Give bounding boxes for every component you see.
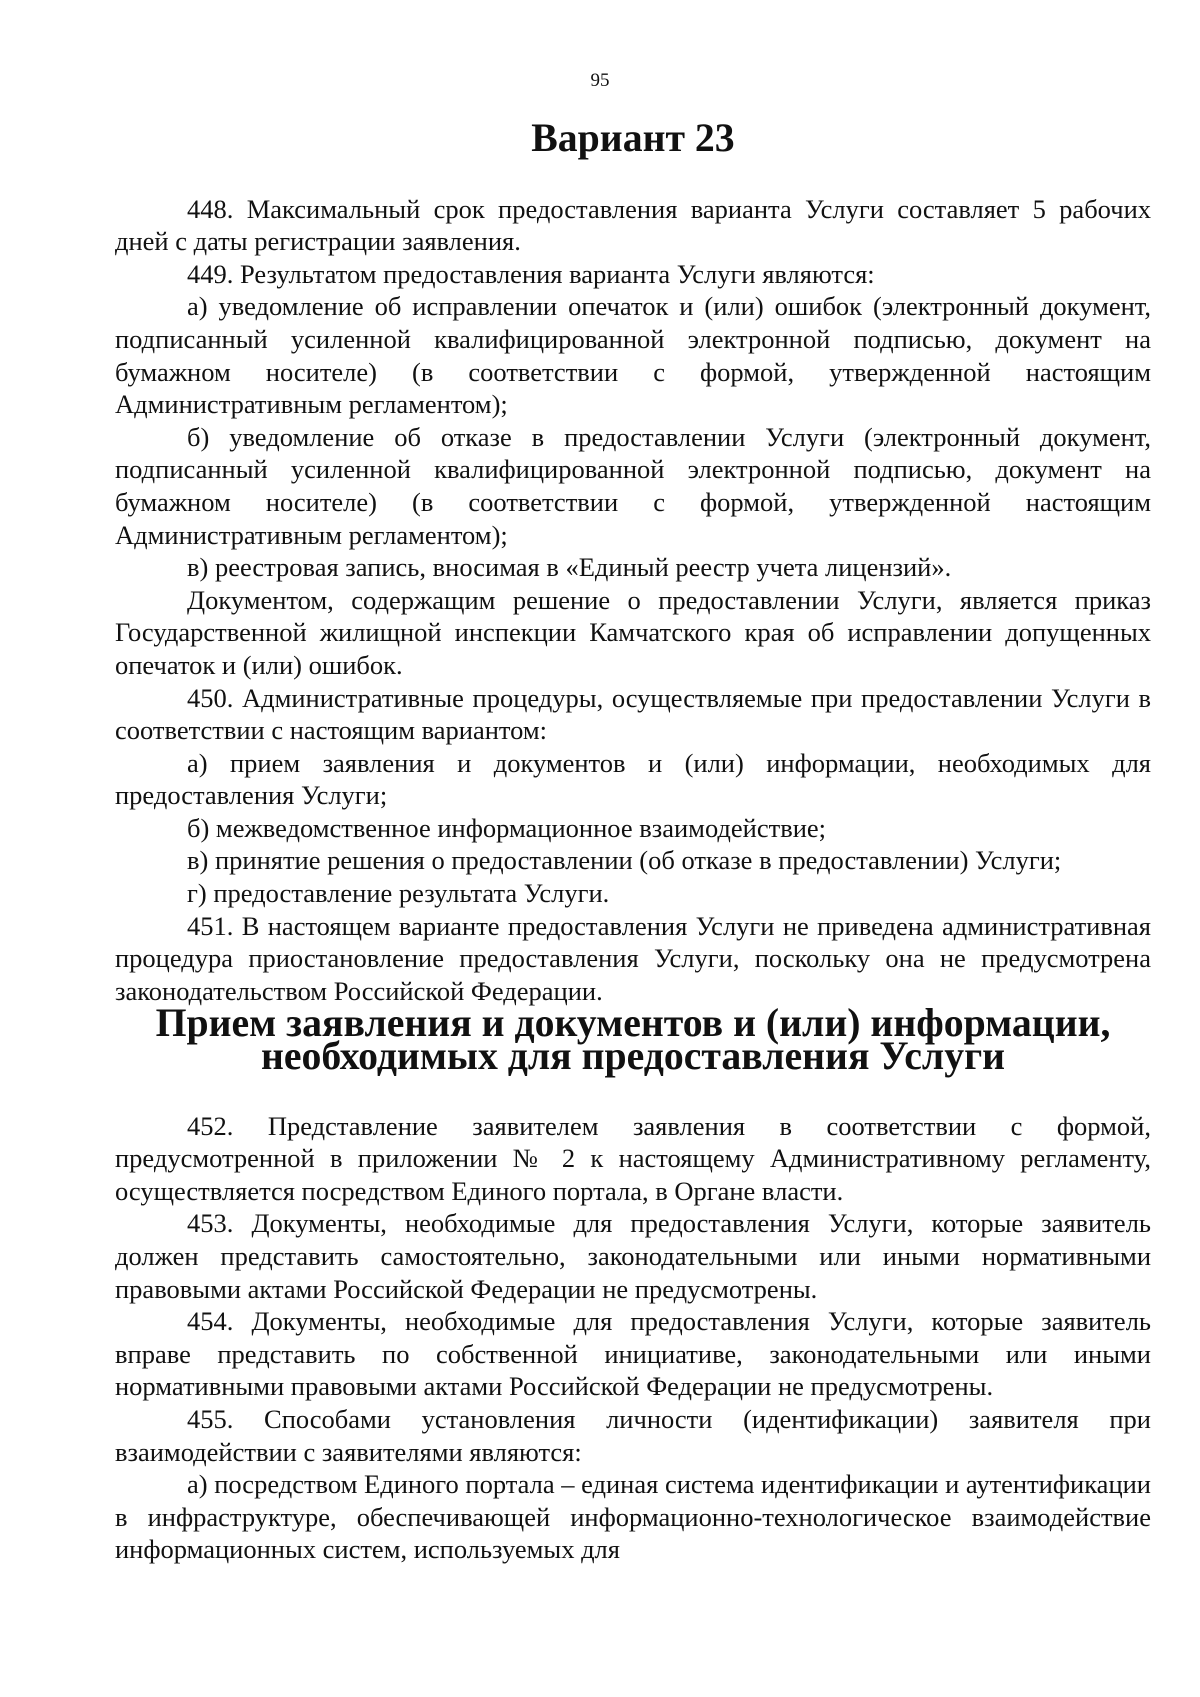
paragraph: 451. В настоящем варианте предоставления Услуги не приведена административная процедура приостановление предоставления Услуги, поскольку она не предусмотрена законодательством Российской Федерации. bbox=[115, 910, 1151, 1006]
section-heading: Прием заявления и документов и (или) информации, необходимых для предоставления Услуги bbox=[155, 1001, 1111, 1079]
page-number: 95 bbox=[590, 70, 610, 91]
paragraph: в) реестровая запись, вносимая в «Единый реестр учета лицензий». bbox=[187, 552, 952, 583]
paragraph: а) прием заявления и документов и (или) информации, необходимых для предоставления Услуги; bbox=[115, 747, 1151, 811]
paragraph: 454. Документы, необходимые для предоставления Услуги, которые заявитель вправе представить по собственной инициативе, законодательными или иными нормативными правовыми актами Российской Федерации не предусмотрены. bbox=[115, 1306, 1151, 1402]
paragraph: а) уведомление об исправлении опечаток и (или) ошибок (электронный документ, подписанный усиленной квалифицированной электронной подписью, документ на бумажном носителе) (в соответствии с формой, утвержденной настоящим Административным регламентом); bbox=[115, 291, 1151, 420]
paragraph: 455. Способами установления личности (идентификации) заявителя при взаимодействии с заявителями являются: bbox=[115, 1403, 1151, 1467]
paragraph: 450. Административные процедуры, осуществляемые при предоставлении Услуги в соответствии с настоящим вариантом: bbox=[115, 682, 1151, 746]
paragraph: 448. Максимальный срок предоставления варианта Услуги составляет 5 рабочих дней с даты регистрации заявления. bbox=[115, 193, 1151, 257]
paragraph-group-1 bbox=[115, 193, 1151, 1008]
paragraph: б) уведомление об отказе в предоставлении Услуги (электронный документ, подписанный усиленной квалифицированной электронной подписью, документ на бумажном носителе) (в соответствии с формой, утвержденной настоящим Административным регламентом); bbox=[115, 421, 1151, 550]
paragraph: 449. Результатом предоставления варианта Услуги являются: bbox=[187, 258, 875, 289]
paragraph-group-2 bbox=[115, 1110, 1151, 1566]
paragraph: 453. Документы, необходимые для предоставления Услуги, которые заявитель должен представить самостоятельно, законодательными или иными нормативными правовыми актами Российской Федерации не предусмотрены. bbox=[115, 1208, 1151, 1304]
paragraph: а) посредством Единого портала – единая система идентификации и аутентификации в инфраструктуре, обеспечивающей информационно-технологическое взаимодействие информационных систем, используемых для bbox=[115, 1469, 1151, 1565]
document-body bbox=[115, 116, 1151, 1566]
paragraph: в) принятие решения о предоставлении (об отказе в предоставлении) Услуги; bbox=[187, 845, 1062, 876]
variant-heading: Вариант 23 bbox=[531, 116, 735, 160]
paragraph: б) межведомственное информационное взаимодействие; bbox=[187, 812, 827, 843]
paragraph: Документом, содержащим решение о предоставлении Услуги, является приказ Государственной жилищной инспекции Камчатского края об исправлении допущенных опечаток и (или) ошибок. bbox=[115, 584, 1151, 680]
paragraph: 452. Представление заявителем заявления в соответствии с формой, предусмотренной в приложении № 2 к настоящему Административному регламенту, осуществляется посредством Единого портала, в Органе власти. bbox=[115, 1110, 1151, 1206]
paragraph: г) предоставление результата Услуги. bbox=[187, 878, 610, 909]
